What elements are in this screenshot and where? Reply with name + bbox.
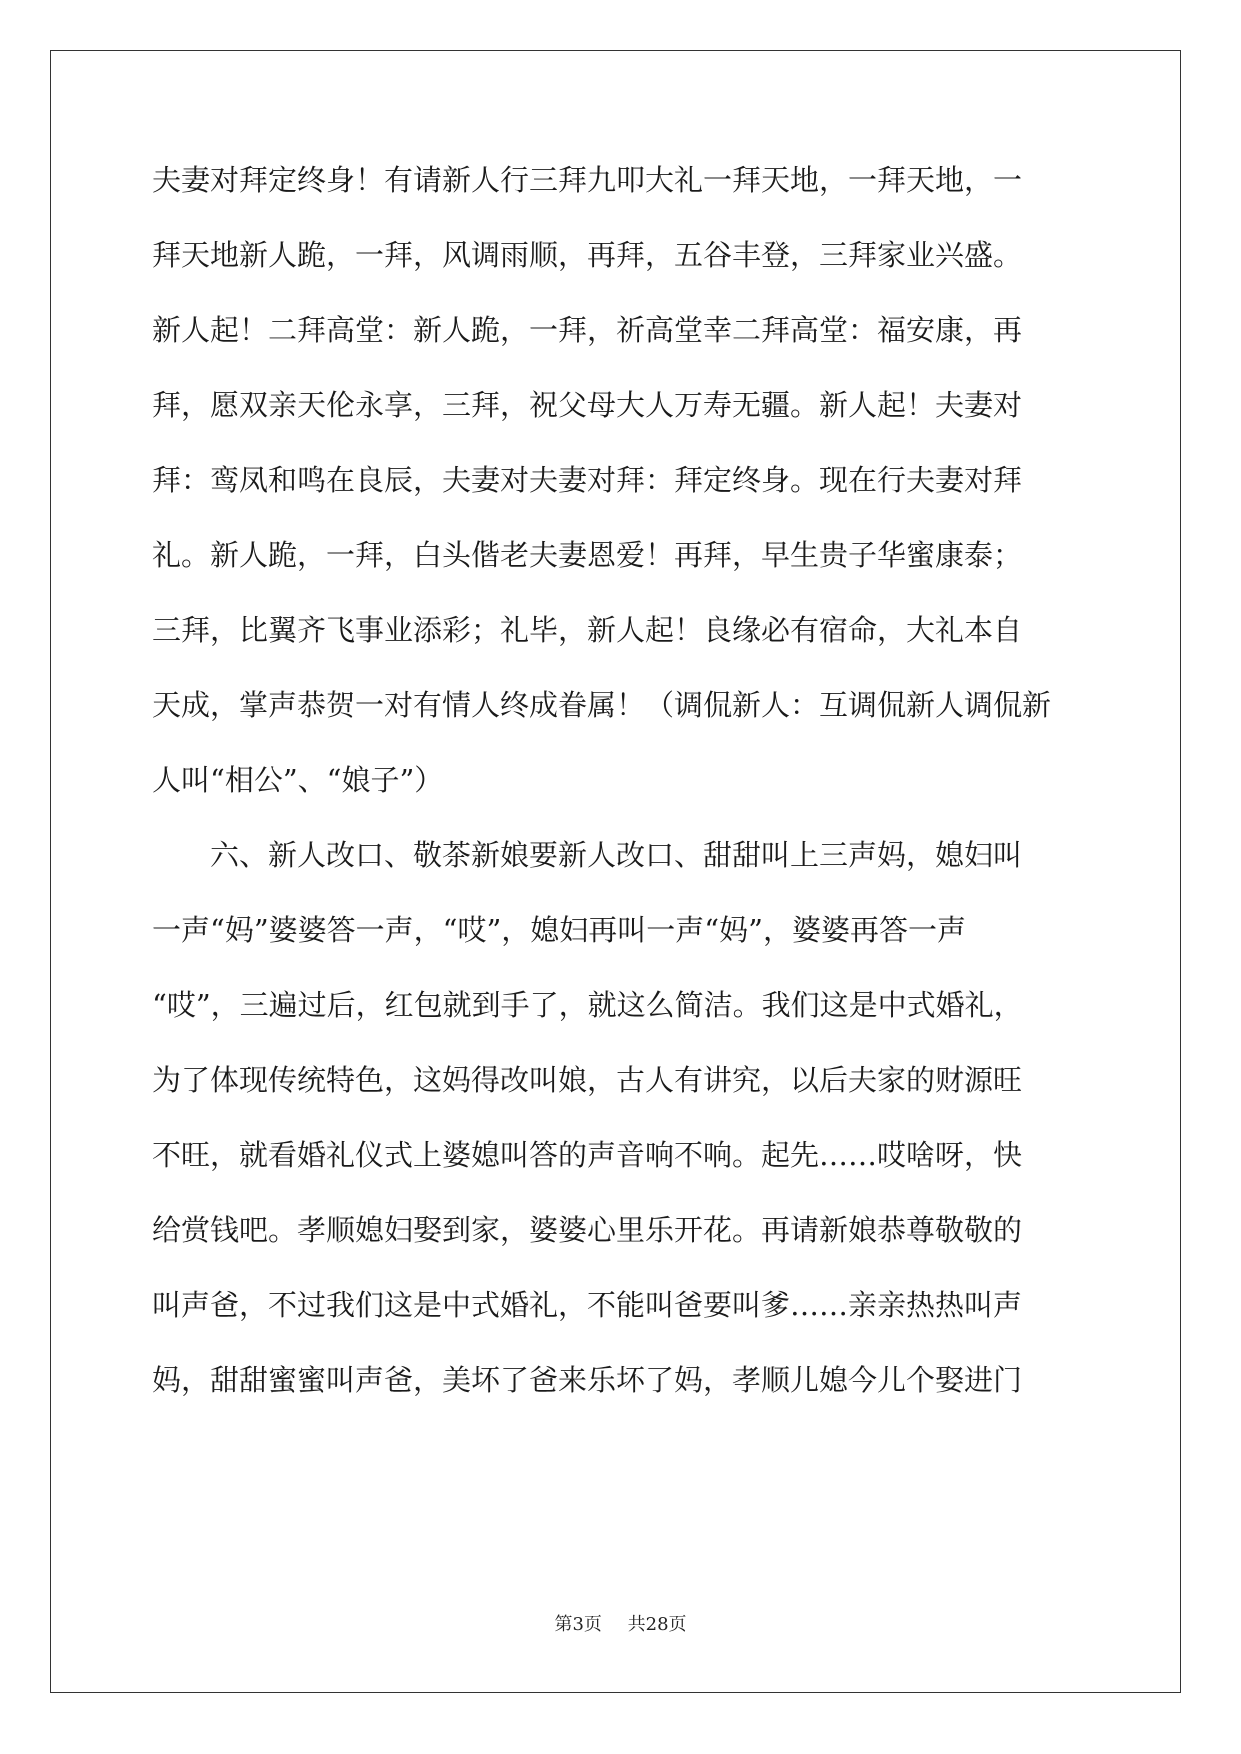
page-total: 共28页 (627, 1614, 687, 1635)
text-line: 一声“妈”婆婆答一声，“哎”，媳妇再叫一声“妈”，婆婆再答一声 (152, 913, 966, 947)
text-line: 人叫“相公”、“娘子”） (152, 763, 444, 797)
page-footer (0, 1610, 1241, 1636)
text-line: “哎”，三遍过后，红包就到手了，就这么简洁。我们这是中式婚礼， (152, 988, 1023, 1022)
text-line: 三拜，比翼齐飞事业添彩；礼毕，新人起！良缘必有宿命，大礼本自 (152, 613, 1023, 647)
text-line: 夫妻对拜定终身！有请新人行三拜九叩大礼一拜天地，一拜天地，一 (152, 163, 1023, 197)
text-line: 拜天地新人跪，一拜，风调雨顺，再拜，五谷丰登，三拜家业兴盛。 (152, 238, 1023, 272)
text-line: 妈，甜甜蜜蜜叫声爸，美坏了爸来乐坏了妈，孝顺儿媳今儿个娶进门 (152, 1363, 1023, 1397)
text-line: 天成，掌声恭贺一对有情人终成眷属！（调侃新人：互调侃新人调侃新 (152, 688, 1052, 722)
text-line: 叫声爸，不过我们这是中式婚礼，不能叫爸要叫爹……亲亲热热叫声 (152, 1288, 1023, 1322)
text-line: 新人起！二拜高堂：新人跪，一拜，祈高堂幸二拜高堂：福安康，再 (152, 313, 1023, 347)
paragraph-start-line: 六、新人改口、敬茶新娘要新人改口、甜甜叫上三声妈，媳妇叫 (210, 838, 1023, 872)
text-line: 为了体现传统特色，这妈得改叫娘，古人有讲究，以后夫家的财源旺 (152, 1063, 1023, 1097)
text-line: 拜：鸾凤和鸣在良辰，夫妻对夫妻对拜：拜定终身。现在行夫妻对拜 (152, 463, 1023, 497)
text-line: 拜，愿双亲天伦永享，三拜，祝父母大人万寿无疆。新人起！夫妻对 (152, 388, 1023, 422)
text-line: 不旺，就看婚礼仪式上婆媳叫答的声音响不响。起先……哎啥呀，快 (152, 1138, 1023, 1172)
text-line: 给赏钱吧。孝顺媳妇娶到家，婆婆心里乐开花。再请新娘恭尊敬敬的 (152, 1213, 1023, 1247)
text-line: 礼。新人跪，一拜，白头偕老夫妻恩爱！再拜，早生贵子华蜜康泰； (152, 538, 1023, 572)
page-number: 第3页 (554, 1614, 602, 1635)
